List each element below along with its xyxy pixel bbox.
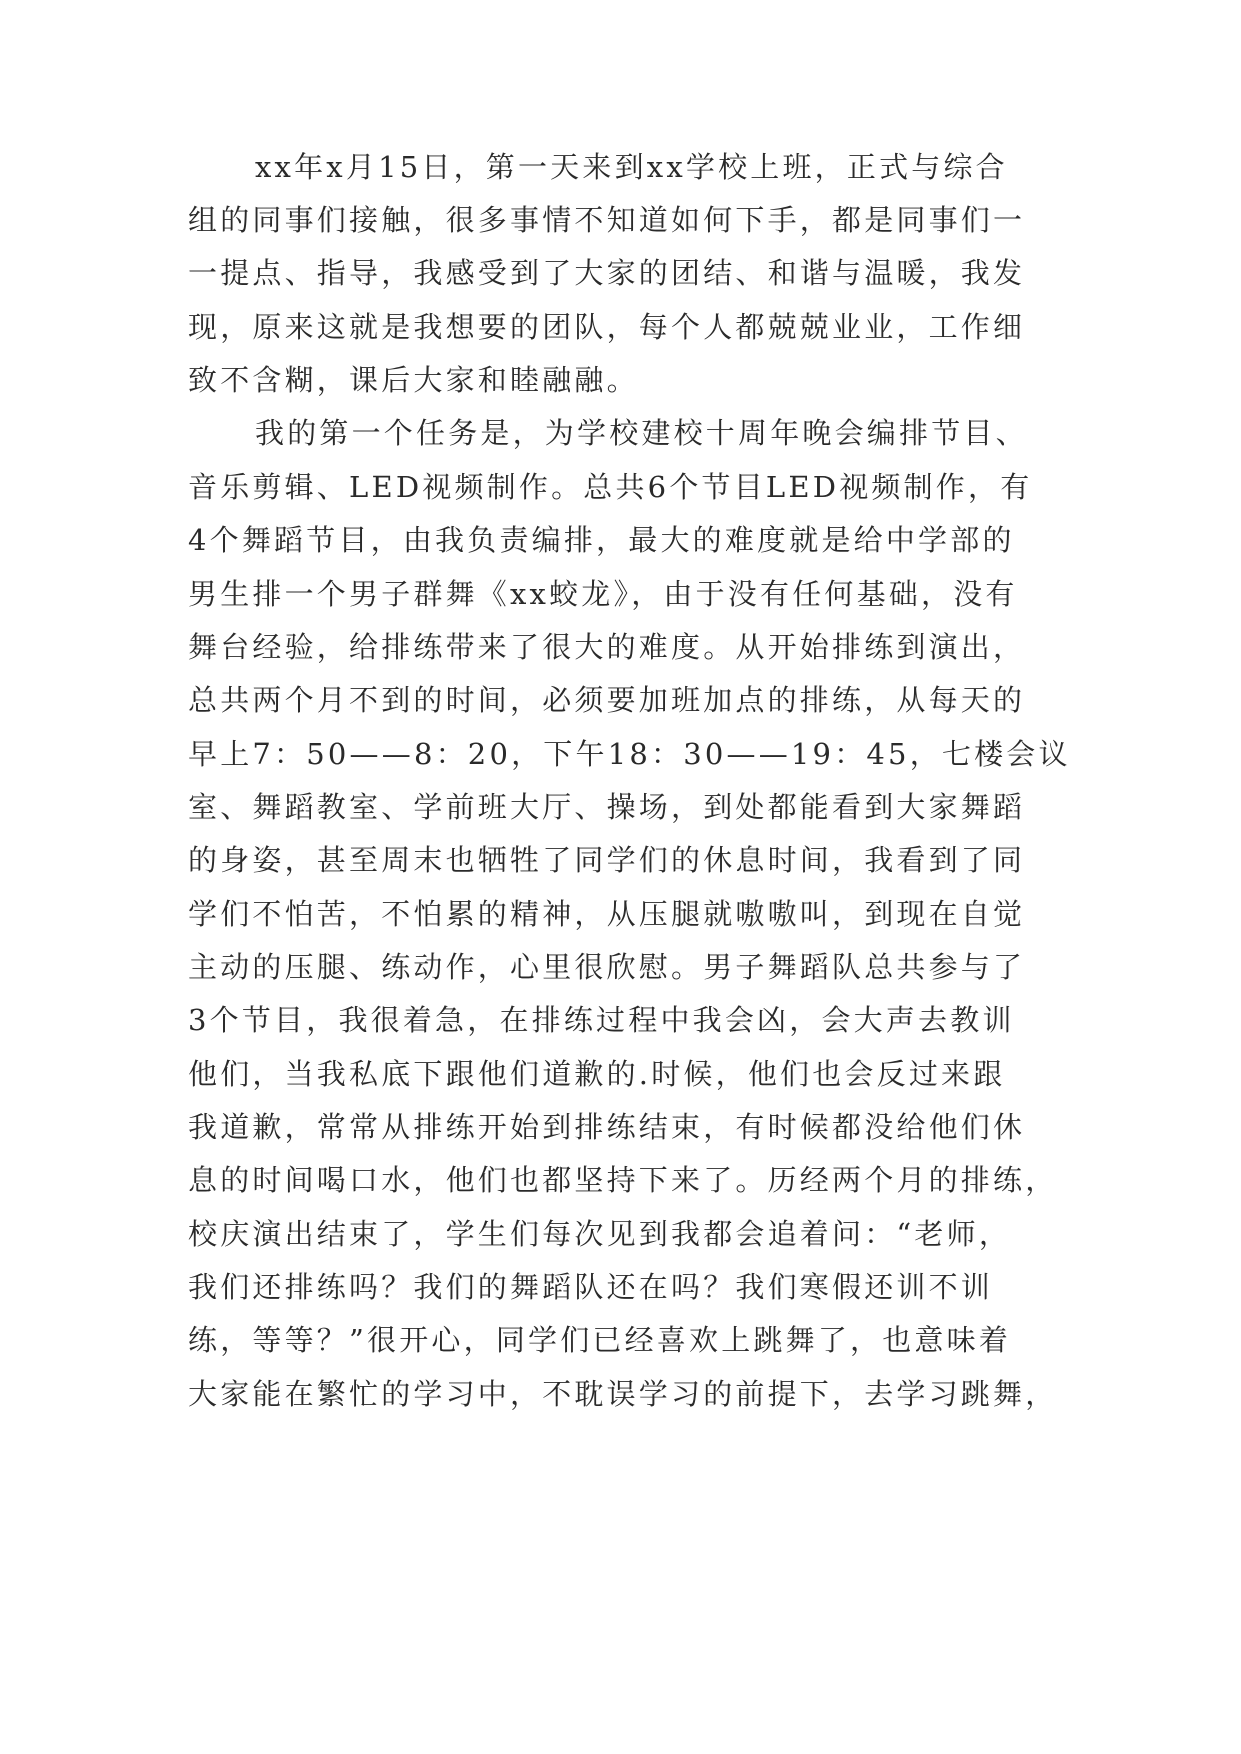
text-line: 我们还排练吗？我们的舞蹈队还在吗？我们寒假还训不训	[188, 1270, 994, 1304]
text-line: 4个舞蹈节目，由我负责编排，最大的难度就是给中学部的	[188, 523, 1015, 557]
text-line: 现，原来这就是我想要的团队，每个人都兢兢业业，工作细	[188, 310, 1026, 344]
text-line: 组的同事们接触，很多事情不知道如何下手，都是同事们一	[188, 203, 1026, 237]
text-line: 早上7：50——8：20，下午18：30——19：45，七楼会议	[188, 737, 1071, 771]
text-line: 音乐剪辑、LED视频制作。总共6个节目LED视频制作，有	[188, 470, 1033, 504]
text-line: 室、舞蹈教室、学前班大厅、操场，到处都能看到大家舞蹈	[188, 790, 1026, 824]
text-line: 的身姿，甚至周末也牺牲了同学们的休息时间，我看到了同	[188, 843, 1026, 877]
text-line: 学们不怕苦，不怕累的精神，从压腿就嗷嗷叫，到现在自觉	[188, 897, 1026, 931]
text-line: 主动的压腿、练动作，心里很欣慰。男子舞蹈队总共参与了	[188, 950, 1026, 984]
text-line: 他们，当我私底下跟他们道歉的.时候，他们也会反过来跟	[188, 1057, 1006, 1091]
text-line: 致不含糊，课后大家和睦融融。	[188, 363, 639, 397]
text-line: 我的第一个任务是，为学校建校十周年晚会编排节目、	[255, 416, 1028, 450]
text-line: 校庆演出结束了，学生们每次见到我都会追着问：“老师，	[188, 1217, 1012, 1251]
text-line: 大家能在繁忙的学习中，不耽误学习的前提下，去学习跳舞，	[188, 1377, 1058, 1411]
text-line: 练，等等？”很开心，同学们已经喜欢上跳舞了，也意味着	[188, 1323, 1012, 1357]
text-line: 男生排一个男子群舞《xx蛟龙》，由于没有任何基础，没有	[188, 577, 1018, 611]
text-line: 一提点、指导，我感受到了大家的团结、和谐与温暖，我发	[188, 256, 1026, 290]
text-line: 息的时间喝口水，他们也都坚持下来了。历经两个月的排练，	[188, 1163, 1058, 1197]
text-line: 我道歉，常常从排练开始到排练结束，有时候都没给他们休	[188, 1110, 1026, 1144]
text-line: xx年x月15日，第一天来到xx学校上班，正式与综合	[255, 150, 1008, 184]
text-line: 总共两个月不到的时间，必须要加班加点的排练，从每天的	[188, 683, 1026, 717]
text-line: 3个节目，我很着急，在排练过程中我会凶，会大声去教训	[188, 1003, 1015, 1037]
text-line: 舞台经验，给排练带来了很大的难度。从开始排练到演出，	[188, 630, 1026, 664]
